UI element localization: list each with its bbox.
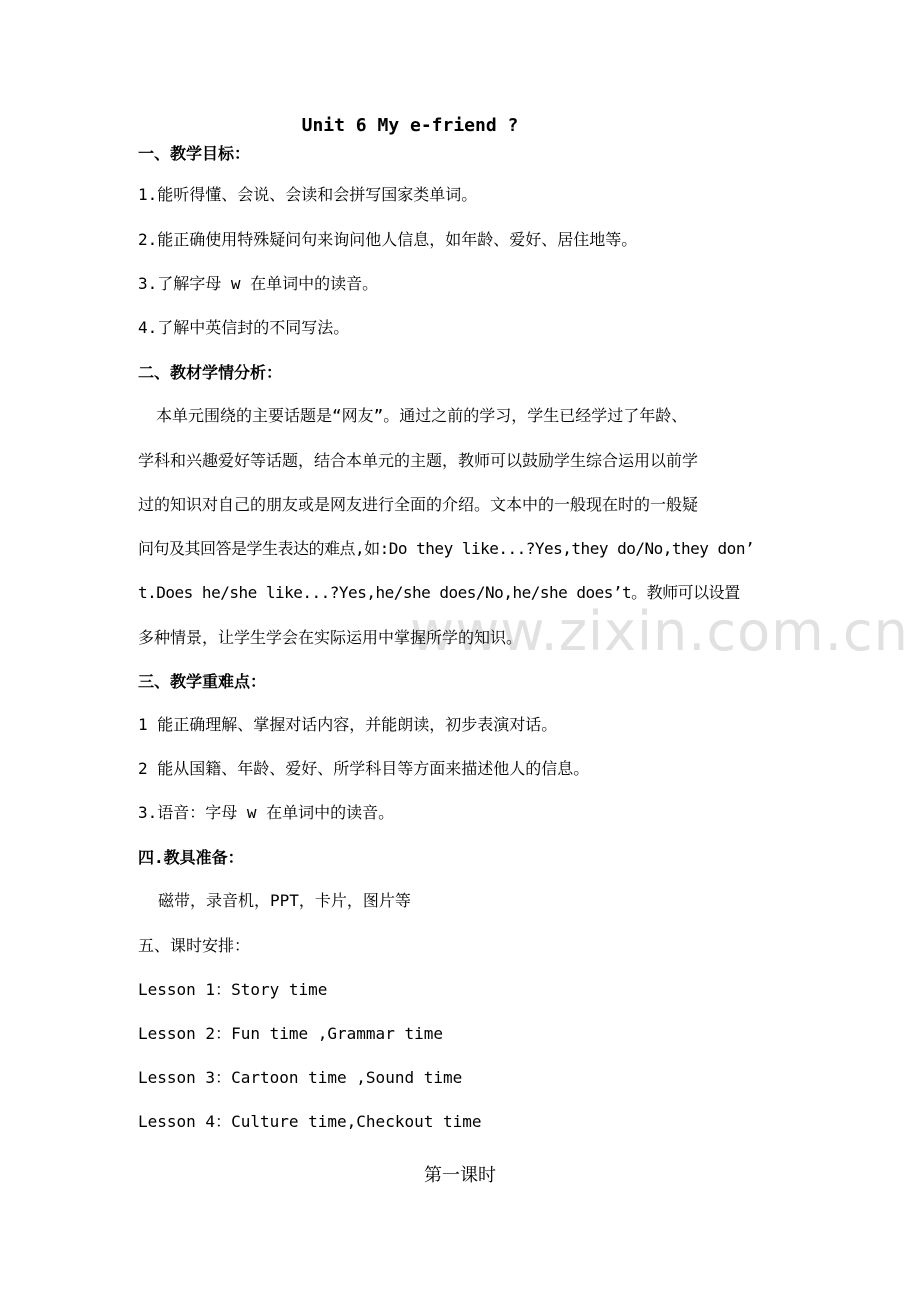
section-heading-schedule: 五、课时安排： xyxy=(138,936,251,955)
section-heading-key-points: 三、教学重难点： xyxy=(138,672,267,691)
key-point-item: 3.语音：字母 w 在单词中的读音。 xyxy=(138,803,395,822)
first-lesson-heading: 第一课时 xyxy=(424,1165,496,1186)
analysis-line: 问句及其回答是学生表达的难点,如:Do they like...?Yes,they do/No,they don’ xyxy=(138,539,755,558)
analysis-line: 多种情景，让学生学会在实际运用中掌握所学的知识。 xyxy=(138,628,523,647)
analysis-line: 过的知识对自己的朋友或是网友进行全面的介绍。文本中的一般现在时的一般疑 xyxy=(138,495,699,514)
lesson-item: Lesson 4：Culture time,Checkout time xyxy=(138,1112,482,1131)
analysis-line: t.Does he/she like...?Yes,he/she does/No,he/she does’t。教师可以设置 xyxy=(138,583,740,602)
section-heading-analysis: 二、教材学情分析： xyxy=(138,363,283,382)
section-heading-objectives: 一、教学目标： xyxy=(138,144,251,163)
lesson-item: Lesson 2：Fun time ,Grammar time xyxy=(138,1024,443,1043)
analysis-line: 学科和兴趣爱好等话题，结合本单元的主题，教师可以鼓励学生综合运用以前学 xyxy=(138,451,699,470)
lesson-item: Lesson 1：Story time xyxy=(138,980,328,999)
lesson-item: Lesson 3：Cartoon time ,Sound time xyxy=(138,1068,463,1087)
watermark: www.zixin.com.cn xyxy=(410,600,909,663)
key-point-item: 2 能从国籍、年龄、爱好、所学科目等方面来描述他人的信息。 xyxy=(138,759,590,778)
materials-content: 磁带，录音机，PPT，卡片，图片等 xyxy=(158,891,411,910)
objective-item: 4.了解中英信封的不同写法。 xyxy=(138,318,350,337)
section-heading-materials: 四.教具准备： xyxy=(138,848,244,867)
document-title: Unit 6 My e-friend ? xyxy=(301,115,519,136)
objective-item: 3.了解字母 w 在单词中的读音。 xyxy=(138,274,379,293)
objective-item: 2.能正确使用特殊疑问句来询问他人信息，如年龄、爱好、居住地等。 xyxy=(138,230,638,249)
objective-item: 1.能听得懂、会说、会读和会拼写国家类单词。 xyxy=(138,185,478,204)
analysis-line: 本单元围绕的主要话题是“网友”。通过之前的学习，学生已经学过了年龄、 xyxy=(156,406,688,425)
key-point-item: 1 能正确理解、掌握对话内容，并能朗读，初步表演对话。 xyxy=(138,715,558,734)
